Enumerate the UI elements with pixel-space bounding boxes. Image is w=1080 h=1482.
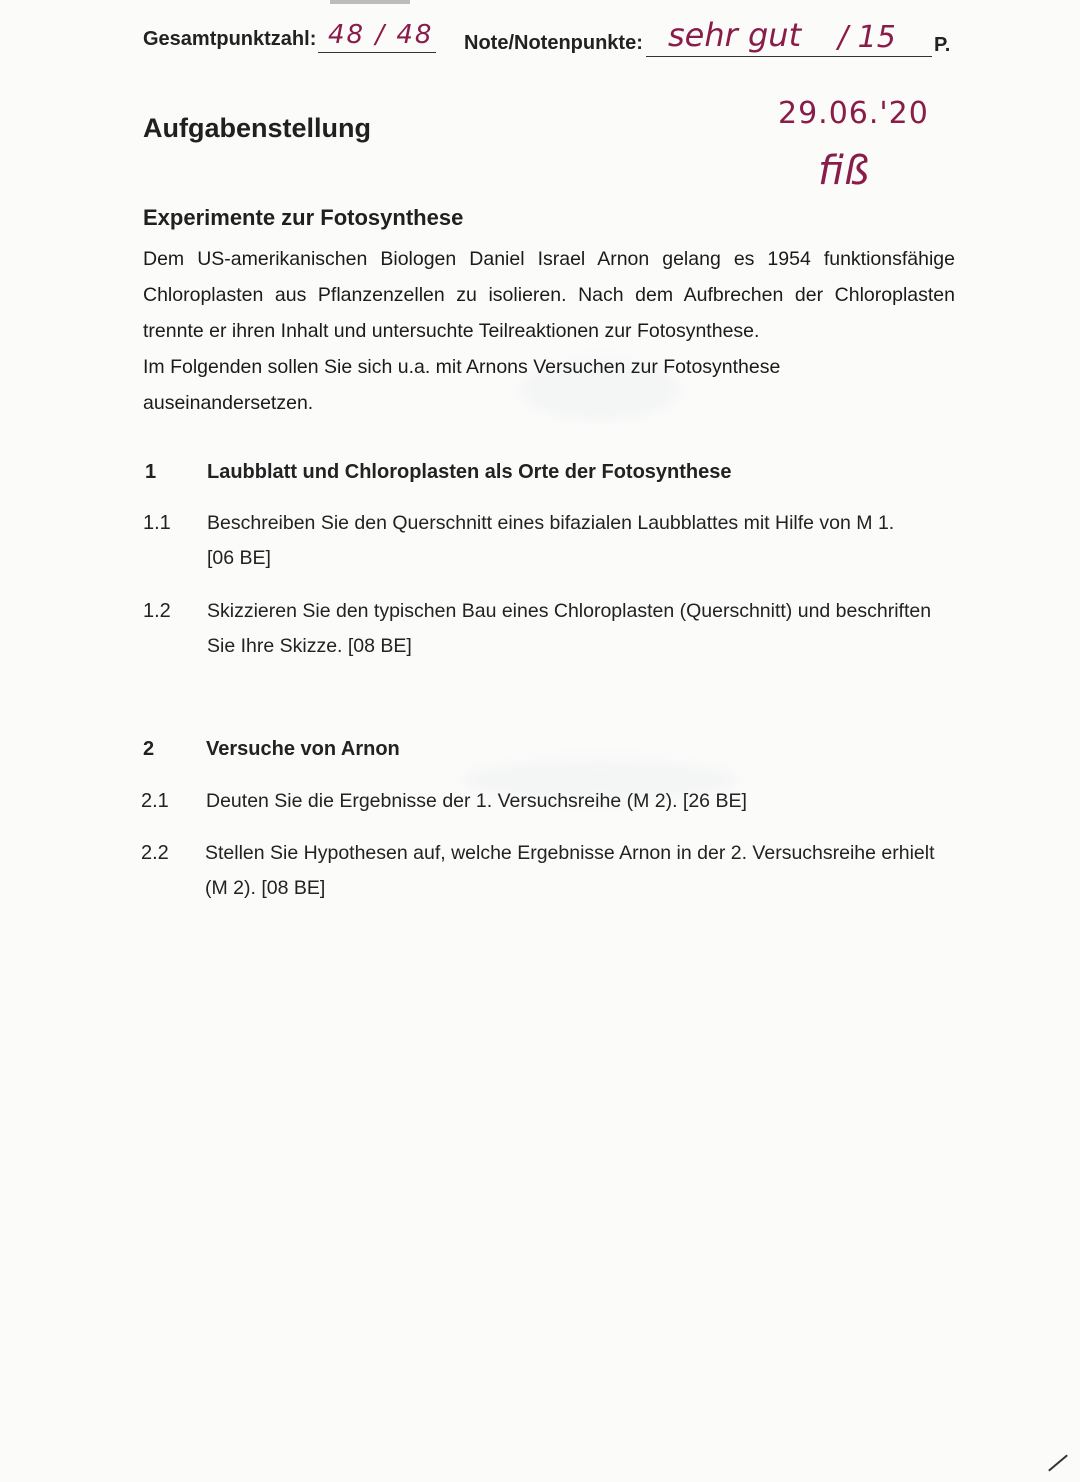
task-number: 2 [143, 738, 155, 760]
subtask-text: Deuten Sie die Ergebnisse der 1. Versuchsreihe (M 2). [26 BE] [206, 790, 747, 812]
topic-title: Experimente zur Fotosynthese [143, 205, 464, 230]
task-heading: Laubblatt und Chloroplasten als Orte der Fotosynthese [207, 461, 732, 483]
subtask-text: Skizzieren Sie den typischen Bau eines Chloroplasten (Querschnitt) und beschriften Sie Ihre Skizze. [08 BE] [207, 600, 932, 657]
grade-points-value: / 15 [838, 20, 896, 55]
cropped-top-text [330, 0, 410, 4]
intro-text [143, 241, 955, 421]
subtask-number: 1.2 [143, 600, 171, 622]
subtask-text [207, 506, 957, 576]
section-title: Aufgabenstellung [143, 113, 371, 143]
points-suffix: P. [934, 34, 951, 56]
header-total-points [143, 28, 316, 51]
task-heading: Versuche von Arnon [206, 738, 400, 760]
header-grade [464, 32, 643, 55]
subtask-text-line: Beschreiben Sie den Querschnitt eines bifazialen Laubblattes mit Hilfe von M 1. [207, 512, 895, 534]
subtask-number: 2.2 [141, 842, 169, 864]
total-points-value: 48 / 48 [328, 20, 434, 50]
subtask-number: 2.1 [141, 790, 169, 812]
total-points-label: Gesamtpunktzahl: [143, 28, 317, 50]
grade-label: Note/Notenpunkte: [464, 32, 643, 54]
task-number: 1 [145, 461, 157, 483]
subtask-number: 1.1 [143, 512, 171, 534]
subtask-points: [06 BE] [207, 547, 271, 569]
stray-pen-mark [1048, 1455, 1068, 1472]
intro-paragraph: Im Folgenden sollen Sie sich u.a. mit Arnons Versuchen zur Fotosynthese auseinandersetzen. [143, 356, 781, 414]
subtask-text: Stellen Sie Hypothesen auf, welche Ergebnisse Arnon in der 2. Versuchsreihe erhielt (M 2). [08 BE] [205, 842, 935, 899]
teacher-initials-signature: fiß [818, 148, 870, 194]
grade-value: sehr gut [668, 16, 802, 54]
handwritten-date: 29.06.'20 [778, 96, 929, 131]
intro-paragraph: Dem US-amerikanischen Biologen Daniel Israel Arnon gelang es 1954 funktionsfähige Chloroplasten aus Pflanzenzellen zu isolieren. Nach dem Aufbrechen der Chloroplasten trennte er ihren Inhalt und untersuchte Teilreaktionen zur Fotosynthese. [143, 248, 955, 342]
